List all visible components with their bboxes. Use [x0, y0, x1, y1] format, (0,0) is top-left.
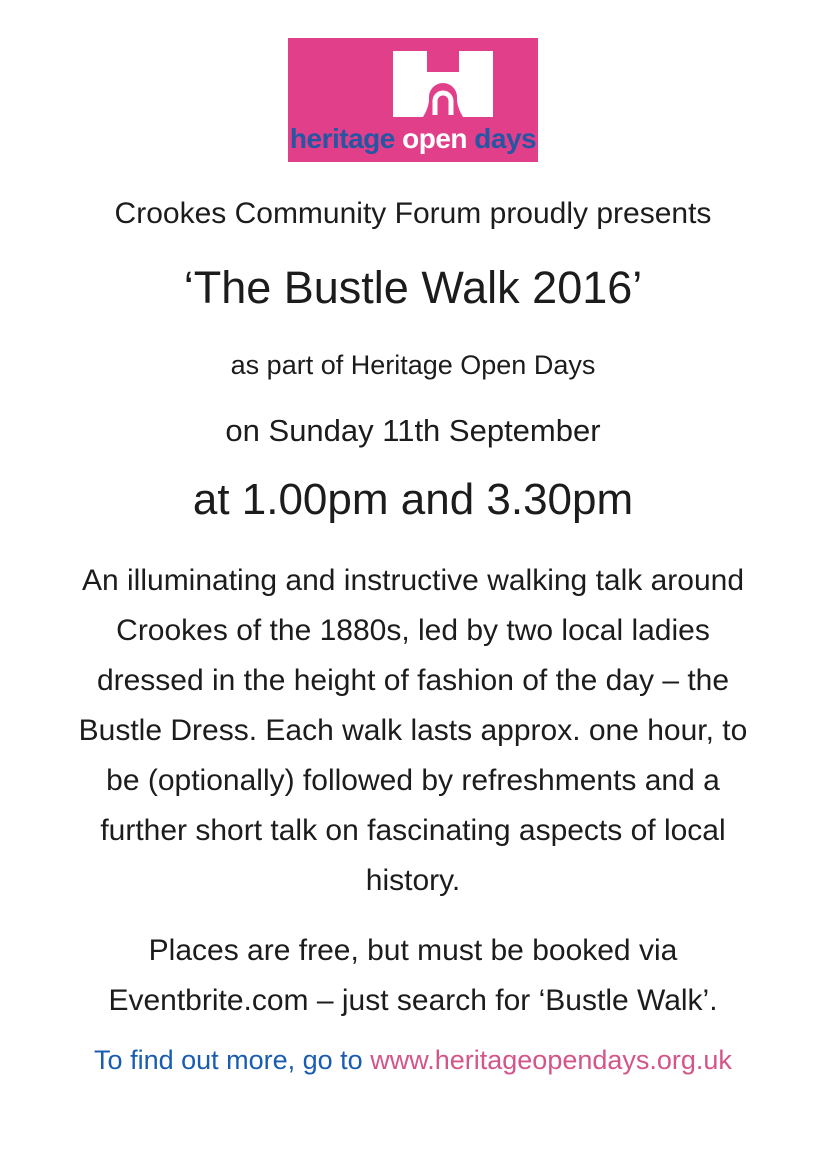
logo-word-open: open	[402, 123, 467, 154]
description-line: Crookes of the 1880s, led by two local ladies	[116, 614, 710, 647]
booking-line: Places are free, but must be booked via	[148, 934, 678, 967]
event-times: at 1.00pm and 3.30pm	[192, 475, 634, 524]
castle-h-icon	[393, 51, 493, 117]
booking-paragraph	[53, 926, 773, 1026]
website-link[interactable]: www.heritageopendays.org.uk	[370, 1045, 732, 1075]
logo-wordmark	[288, 123, 538, 155]
heritage-open-days-logo	[288, 38, 538, 162]
event-title: ‘The Bustle Walk 2016’	[183, 262, 643, 313]
logo-word-days: days	[474, 123, 537, 154]
footer-cta	[0, 1044, 826, 1077]
description-line: be (optionally) followed by refreshments and a	[106, 764, 720, 797]
footer-cta-text: To find out more, go to	[94, 1045, 371, 1075]
description-line: dressed in the height of fashion of the day – the	[96, 664, 730, 697]
description-line: An illuminating and instructive walking talk around	[81, 564, 745, 597]
description-paragraph	[23, 556, 803, 906]
presenter-line: Crookes Community Forum proudly presents	[114, 197, 712, 230]
description-line: further short talk on fascinating aspects of local	[100, 814, 726, 847]
subtitle-line: as part of Heritage Open Days	[230, 350, 596, 380]
logo-word-heritage: heritage	[289, 123, 395, 154]
description-line: history.	[365, 864, 461, 897]
event-date: on Sunday 11th September	[225, 413, 601, 448]
description-line: Bustle Dress. Each walk lasts approx. one hour, to	[78, 714, 748, 747]
booking-line: Eventbrite.com – just search for ‘Bustle Walk’.	[108, 984, 718, 1017]
